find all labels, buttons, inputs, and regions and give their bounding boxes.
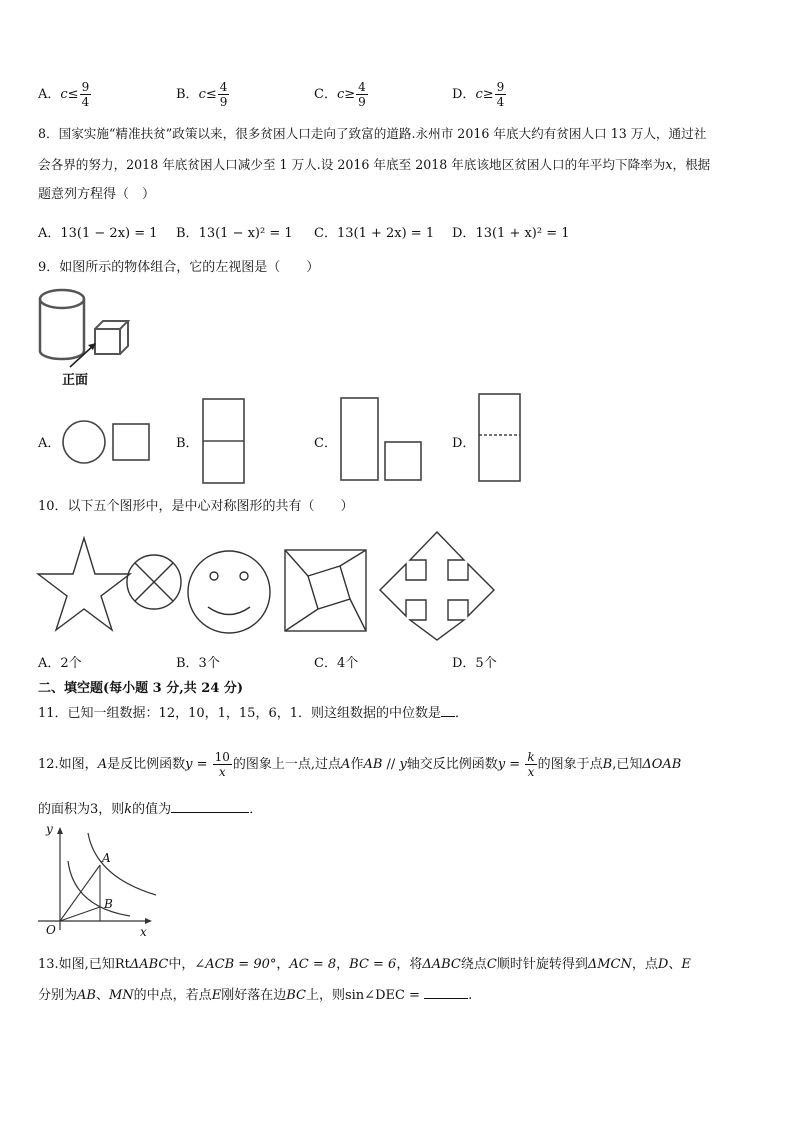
q13-line2: 分别为AB、MN的中点，若点E刚好落在边BC上，则sin∠DEC = . xyxy=(38,988,473,1003)
q12-fig-o-label: O xyxy=(46,923,56,937)
q8-option-b: B．13(1 − x)² = 1 xyxy=(176,226,293,241)
four-arrow-shape xyxy=(380,532,494,640)
q7-option-d: D．c≥ $\frac{9}{4}$ xyxy=(452,80,505,109)
section-2-heading: 二、填空题(每小题 3 分,共 24 分) xyxy=(38,681,244,696)
q7-option-a: A．c≤ $\frac{9}{4}$ xyxy=(38,80,90,109)
q8-option-a: A．13(1 − 2x) = 1 xyxy=(38,226,158,241)
q8-option-c: C．13(1 + 2x) = 1 xyxy=(314,226,435,241)
q9-option-d-label: D． xyxy=(452,436,476,451)
q10-stem: 10．以下五个图形中，是中心对称图形的共有（ ） xyxy=(38,499,354,514)
q10-shapes-figure xyxy=(38,532,498,644)
q8-line1: 8．国家实施“精准扶贫”政策以来，很多贫困人口走向了致富的道路.永州市 2016 年底大约有贫困人口 13 万人，通过社 xyxy=(38,126,707,141)
q12-fig-y-label: y xyxy=(46,822,53,836)
smiley-face-shape xyxy=(188,551,270,633)
q9-option-b-figure xyxy=(202,398,246,486)
q10-option-a: A．2个 xyxy=(38,656,82,671)
q9-option-c-label: C． xyxy=(314,436,337,451)
q10-option-b: B．3个 xyxy=(176,656,220,671)
q12-fig-a-label: A xyxy=(102,851,111,865)
q12-answer-blank[interactable] xyxy=(171,812,249,813)
q8-option-d: D．13(1 + x)² = 1 xyxy=(452,226,570,241)
q12-line2: 的面积为3，则k的值为 ． xyxy=(38,802,263,817)
q7-option-b: B．c≤ $\frac{4}{9}$ xyxy=(176,80,228,109)
q8-line2: 会各界的努力，2018 年底贫困人口减少至 1 万人.设 2016 年底至 2018 年底该地区贫困人口的年平均下降率为x，根据 xyxy=(38,157,711,172)
q13-answer-blank[interactable] xyxy=(424,998,468,999)
q10-option-c: C．4个 xyxy=(314,656,359,671)
star-shape xyxy=(38,538,130,630)
square-pinwheel-shape xyxy=(285,550,366,631)
q9-option-b-label: B． xyxy=(176,436,199,451)
q10-option-d: D．5个 xyxy=(452,656,497,671)
q7-option-c: C．c≥ $\frac{4}{9}$ xyxy=(314,80,366,109)
q8-line3: 题意列方程得（ ） xyxy=(38,187,156,202)
q11-text: 11．已知一组数据：12，10，1，15，6，1．则这组数据的中位数是 ． xyxy=(38,706,468,721)
q12-fig-x-label: x xyxy=(140,925,147,939)
q9-option-c-figure xyxy=(340,397,424,483)
q12-graph-figure xyxy=(38,825,158,940)
q13-line1: 13.如图,已知RtΔABC中，∠ACB = 90°，AC = 8，BC = 6，将ΔABC绕点C顺时针旋转得到ΔMCN，点D、E xyxy=(38,957,691,972)
circle-cross-shape xyxy=(127,555,181,609)
front-label: 正面 xyxy=(62,373,89,388)
q12-fig-b-label: B xyxy=(104,897,113,911)
q9-option-d-figure xyxy=(478,393,522,483)
q9-option-a-figure xyxy=(62,420,152,466)
q9-stem: 9．如图所示的物体组合，它的左视图是（ ） xyxy=(38,260,320,275)
q9-option-a-label: A． xyxy=(38,436,61,451)
q12-line1: 12.如图，A是反比例函数y = $\frac{10}{x}$ 的图象上一点,过点A作AB // y轴交反比例函数y = $\frac{k}{x}$ 的图象于点B,已知ΔOAB xyxy=(38,750,682,779)
q11-answer-blank[interactable] xyxy=(441,716,455,717)
